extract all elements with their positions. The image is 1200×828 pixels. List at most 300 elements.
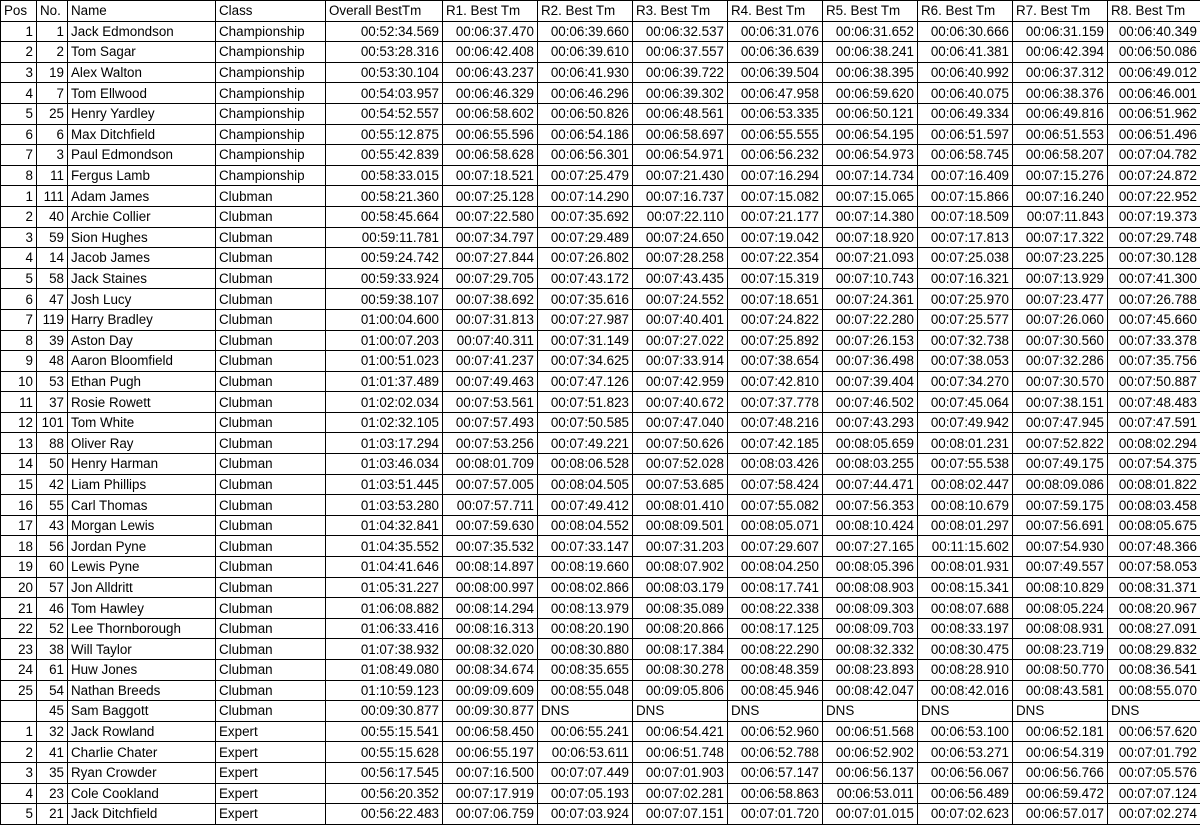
cell-r1: 00:07:38.692 — [443, 289, 538, 310]
cell-r6: 00:06:51.597 — [918, 124, 1013, 145]
cell-name: Ryan Crowder — [68, 762, 216, 783]
cell-r1: 00:08:16.313 — [443, 618, 538, 639]
table-row — [1, 289, 1200, 310]
cell-r2: 00:08:13.979 — [538, 598, 633, 619]
cell-r3: 00:07:22.110 — [633, 206, 728, 227]
cell-r4: 00:08:22.290 — [728, 639, 823, 660]
table-row — [1, 392, 1200, 413]
cell-no: 58 — [37, 268, 68, 289]
cell-r3: 00:08:03.179 — [633, 577, 728, 598]
cell-name: Adam James — [68, 186, 216, 207]
cell-name: Will Taylor — [68, 639, 216, 660]
cell-r3: 00:07:01.903 — [633, 762, 728, 783]
cell-r1: 00:06:58.450 — [443, 721, 538, 742]
cell-r4: 00:06:36.639 — [728, 42, 823, 63]
cell-r3: 00:08:01.410 — [633, 495, 728, 516]
cell-pos: 24 — [1, 660, 37, 681]
cell-name: Aaron Bloomfield — [68, 351, 216, 372]
table-row — [1, 783, 1200, 804]
cell-overall-best: 01:06:08.882 — [326, 598, 443, 619]
cell-overall-best: 01:07:38.932 — [326, 639, 443, 660]
cell-r8: 00:07:05.576 — [1108, 762, 1200, 783]
cell-r8: 00:08:36.541 — [1108, 660, 1200, 681]
cell-r1: 00:07:27.844 — [443, 248, 538, 269]
cell-r8: 00:08:31.371 — [1108, 577, 1200, 598]
cell-r4: 00:07:21.177 — [728, 206, 823, 227]
cell-r1: 00:07:57.493 — [443, 412, 538, 433]
cell-r1: 00:07:06.759 — [443, 804, 538, 825]
cell-no: 3 — [37, 145, 68, 166]
cell-r1: 00:07:41.237 — [443, 351, 538, 372]
cell-name: Archie Collier — [68, 206, 216, 227]
cell-r7: 00:06:37.312 — [1013, 62, 1108, 83]
cell-pos: 3 — [1, 227, 37, 248]
cell-pos: 1 — [1, 186, 37, 207]
cell-class: Expert — [216, 783, 326, 804]
cell-r2: 00:08:04.552 — [538, 515, 633, 536]
cell-r2: 00:06:56.301 — [538, 145, 633, 166]
cell-no: 45 — [37, 701, 68, 722]
cell-r3: 00:07:52.028 — [633, 454, 728, 475]
table-row — [1, 227, 1200, 248]
cell-no: 43 — [37, 515, 68, 536]
cell-r6: 00:07:34.270 — [918, 371, 1013, 392]
cell-r3: 00:07:40.401 — [633, 309, 728, 330]
cell-pos: 18 — [1, 536, 37, 557]
cell-pos: 2 — [1, 742, 37, 763]
cell-r1: 00:07:57.711 — [443, 495, 538, 516]
cell-r5: 00:08:09.703 — [823, 618, 918, 639]
header-r8: R8. Best Tm — [1108, 1, 1200, 22]
cell-r2: 00:08:35.655 — [538, 660, 633, 681]
cell-class: Clubman — [216, 392, 326, 413]
cell-r1: 00:07:40.311 — [443, 330, 538, 351]
cell-pos: 1 — [1, 21, 37, 42]
cell-r5: 00:06:54.973 — [823, 145, 918, 166]
cell-r6: 00:08:33.197 — [918, 618, 1013, 639]
cell-r7: 00:08:05.224 — [1013, 598, 1108, 619]
cell-r4: 00:08:05.071 — [728, 515, 823, 536]
cell-no: 101 — [37, 412, 68, 433]
cell-overall-best: 01:03:51.445 — [326, 474, 443, 495]
header-r2: R2. Best Tm — [538, 1, 633, 22]
cell-class: Championship — [216, 42, 326, 63]
header-r4: R4. Best Tm — [728, 1, 823, 22]
table-row — [1, 351, 1200, 372]
cell-name: Nathan Breeds — [68, 680, 216, 701]
cell-pos: 6 — [1, 124, 37, 145]
cell-r6: 00:08:28.910 — [918, 660, 1013, 681]
cell-r8: 00:06:51.962 — [1108, 103, 1200, 124]
cell-overall-best: 01:03:53.280 — [326, 495, 443, 516]
table-row — [1, 454, 1200, 475]
cell-r1: 00:06:43.237 — [443, 62, 538, 83]
cell-pos: 16 — [1, 495, 37, 516]
cell-r1: 00:08:14.897 — [443, 557, 538, 578]
cell-r2: 00:08:02.866 — [538, 577, 633, 598]
cell-r2: 00:07:35.692 — [538, 206, 633, 227]
cell-pos: 2 — [1, 42, 37, 63]
cell-r2: 00:07:51.823 — [538, 392, 633, 413]
cell-name: Carl Thomas — [68, 495, 216, 516]
cell-r2: 00:06:54.186 — [538, 124, 633, 145]
cell-r3: 00:06:32.537 — [633, 21, 728, 42]
cell-no: 1 — [37, 21, 68, 42]
cell-r7: 00:07:26.060 — [1013, 309, 1108, 330]
table-row — [1, 804, 1200, 825]
cell-r3: 00:07:33.914 — [633, 351, 728, 372]
cell-r3: 00:07:16.737 — [633, 186, 728, 207]
cell-r5: 00:06:50.121 — [823, 103, 918, 124]
cell-name: Jacob James — [68, 248, 216, 269]
cell-r1: 00:07:53.256 — [443, 433, 538, 454]
cell-no: 40 — [37, 206, 68, 227]
table-row — [1, 206, 1200, 227]
cell-r7: 00:06:58.207 — [1013, 145, 1108, 166]
cell-r8: 00:07:22.952 — [1108, 186, 1200, 207]
cell-overall-best: 00:09:30.877 — [326, 701, 443, 722]
cell-r2: 00:06:39.660 — [538, 21, 633, 42]
cell-r8: 00:07:58.053 — [1108, 557, 1200, 578]
cell-r5: 00:07:27.165 — [823, 536, 918, 557]
cell-class: Clubman — [216, 680, 326, 701]
cell-no: 19 — [37, 62, 68, 83]
cell-pos: 7 — [1, 309, 37, 330]
cell-r5: 00:08:05.396 — [823, 557, 918, 578]
cell-r7: 00:06:57.017 — [1013, 804, 1108, 825]
cell-r7: 00:07:38.151 — [1013, 392, 1108, 413]
cell-pos: 5 — [1, 804, 37, 825]
cell-r6: 00:07:49.942 — [918, 412, 1013, 433]
cell-r8: 00:07:48.366 — [1108, 536, 1200, 557]
cell-pos: 3 — [1, 62, 37, 83]
cell-r5: 00:06:38.395 — [823, 62, 918, 83]
cell-name: Rosie Rowett — [68, 392, 216, 413]
cell-class: Clubman — [216, 227, 326, 248]
cell-r3: 00:08:30.278 — [633, 660, 728, 681]
cell-r2: 00:06:53.611 — [538, 742, 633, 763]
cell-overall-best: 00:52:34.569 — [326, 21, 443, 42]
cell-r2: 00:07:34.625 — [538, 351, 633, 372]
cell-name: Charlie Chater — [68, 742, 216, 763]
cell-r4: 00:07:42.185 — [728, 433, 823, 454]
cell-r3: 00:06:54.421 — [633, 721, 728, 742]
table-row — [1, 42, 1200, 63]
cell-r7: 00:07:17.322 — [1013, 227, 1108, 248]
cell-r5: 00:07:44.471 — [823, 474, 918, 495]
cell-r2: DNS — [538, 701, 633, 722]
cell-r7: 00:08:23.719 — [1013, 639, 1108, 660]
cell-r8: 00:07:01.792 — [1108, 742, 1200, 763]
cell-no: 55 — [37, 495, 68, 516]
cell-r5: 00:08:32.332 — [823, 639, 918, 660]
cell-r6: 00:07:18.509 — [918, 206, 1013, 227]
cell-no: 2 — [37, 42, 68, 63]
cell-class: Expert — [216, 721, 326, 742]
cell-r4: 00:07:16.294 — [728, 165, 823, 186]
cell-r8: 00:06:57.620 — [1108, 721, 1200, 742]
table-row — [1, 145, 1200, 166]
cell-r4: 00:08:03.426 — [728, 454, 823, 475]
cell-r6: 00:06:41.381 — [918, 42, 1013, 63]
cell-overall-best: 00:55:12.875 — [326, 124, 443, 145]
cell-r1: 00:08:14.294 — [443, 598, 538, 619]
cell-overall-best: 01:03:17.294 — [326, 433, 443, 454]
cell-r2: 00:07:14.290 — [538, 186, 633, 207]
cell-r1: 00:08:00.997 — [443, 577, 538, 598]
header-pos: Pos — [1, 1, 37, 22]
cell-r2: 00:07:07.449 — [538, 762, 633, 783]
cell-r4: 00:07:15.082 — [728, 186, 823, 207]
cell-no: 25 — [37, 103, 68, 124]
cell-r4: 00:07:37.778 — [728, 392, 823, 413]
cell-r2: 00:07:35.616 — [538, 289, 633, 310]
cell-r6: 00:08:10.679 — [918, 495, 1013, 516]
cell-r7: 00:07:30.560 — [1013, 330, 1108, 351]
cell-r8: 00:08:29.832 — [1108, 639, 1200, 660]
cell-overall-best: 00:54:52.557 — [326, 103, 443, 124]
cell-r5: 00:06:38.241 — [823, 42, 918, 63]
cell-r3: 00:07:50.626 — [633, 433, 728, 454]
cell-r6: 00:06:53.271 — [918, 742, 1013, 763]
cell-name: Jon Alldritt — [68, 577, 216, 598]
cell-r6: 00:07:38.053 — [918, 351, 1013, 372]
cell-pos: 25 — [1, 680, 37, 701]
cell-r5: DNS — [823, 701, 918, 722]
header-class: Class — [216, 1, 326, 22]
cell-r5: 00:07:26.153 — [823, 330, 918, 351]
cell-r4: 00:08:17.741 — [728, 577, 823, 598]
cell-r1: 00:07:17.919 — [443, 783, 538, 804]
cell-r4: 00:06:52.788 — [728, 742, 823, 763]
cell-class: Clubman — [216, 289, 326, 310]
cell-overall-best: 00:58:33.015 — [326, 165, 443, 186]
table-row — [1, 660, 1200, 681]
cell-r8: 00:07:04.782 — [1108, 145, 1200, 166]
cell-r2: 00:07:50.585 — [538, 412, 633, 433]
cell-overall-best: 01:04:32.841 — [326, 515, 443, 536]
cell-r6: 00:08:01.297 — [918, 515, 1013, 536]
table-row — [1, 536, 1200, 557]
table-row — [1, 412, 1200, 433]
cell-r4: 00:08:48.359 — [728, 660, 823, 681]
cell-no: 35 — [37, 762, 68, 783]
cell-no: 60 — [37, 557, 68, 578]
table-row — [1, 721, 1200, 742]
cell-r4: 00:06:39.504 — [728, 62, 823, 83]
cell-r7: 00:07:56.691 — [1013, 515, 1108, 536]
cell-r6: 00:08:07.688 — [918, 598, 1013, 619]
cell-r8: 00:07:47.591 — [1108, 412, 1200, 433]
cell-name: Sam Baggott — [68, 701, 216, 722]
cell-r2: 00:07:05.193 — [538, 783, 633, 804]
cell-r8: 00:07:33.378 — [1108, 330, 1200, 351]
cell-r5: 00:07:39.404 — [823, 371, 918, 392]
cell-r4: 00:08:17.125 — [728, 618, 823, 639]
cell-r8: 00:07:50.887 — [1108, 371, 1200, 392]
cell-r3: 00:07:53.685 — [633, 474, 728, 495]
cell-r5: 00:08:09.303 — [823, 598, 918, 619]
cell-no: 48 — [37, 351, 68, 372]
cell-r6: 00:07:17.813 — [918, 227, 1013, 248]
table-row — [1, 742, 1200, 763]
cell-name: Oliver Ray — [68, 433, 216, 454]
cell-r6: 00:07:15.866 — [918, 186, 1013, 207]
cell-r8: 00:07:24.872 — [1108, 165, 1200, 186]
cell-no: 21 — [37, 804, 68, 825]
cell-r1: 00:06:37.470 — [443, 21, 538, 42]
cell-r2: 00:07:03.924 — [538, 804, 633, 825]
cell-class: Championship — [216, 83, 326, 104]
cell-overall-best: 00:56:22.483 — [326, 804, 443, 825]
cell-r3: 00:06:58.697 — [633, 124, 728, 145]
cell-r8: 00:07:02.274 — [1108, 804, 1200, 825]
cell-r5: 00:08:05.659 — [823, 433, 918, 454]
cell-class: Clubman — [216, 206, 326, 227]
header-overall-best: Overall BestTm — [326, 1, 443, 22]
cell-no: 56 — [37, 536, 68, 557]
cell-r4: 00:07:15.319 — [728, 268, 823, 289]
cell-r1: 00:07:59.630 — [443, 515, 538, 536]
cell-r6: DNS — [918, 701, 1013, 722]
cell-r7: 00:06:38.376 — [1013, 83, 1108, 104]
table-row — [1, 433, 1200, 454]
cell-r6: 00:07:02.623 — [918, 804, 1013, 825]
cell-no: 23 — [37, 783, 68, 804]
cell-class: Clubman — [216, 268, 326, 289]
cell-r7: 00:07:59.175 — [1013, 495, 1108, 516]
cell-no: 54 — [37, 680, 68, 701]
cell-r5: 00:07:22.280 — [823, 309, 918, 330]
cell-r8: 00:07:48.483 — [1108, 392, 1200, 413]
cell-r1: 00:06:58.628 — [443, 145, 538, 166]
cell-overall-best: 01:06:33.416 — [326, 618, 443, 639]
cell-pos: 4 — [1, 783, 37, 804]
cell-no: 53 — [37, 371, 68, 392]
cell-class: Expert — [216, 762, 326, 783]
cell-name: Jordan Pyne — [68, 536, 216, 557]
cell-class: Clubman — [216, 557, 326, 578]
cell-r8: 00:08:01.822 — [1108, 474, 1200, 495]
cell-r4: 00:08:22.338 — [728, 598, 823, 619]
cell-name: Max Ditchfield — [68, 124, 216, 145]
cell-class: Expert — [216, 742, 326, 763]
cell-r4: 00:06:55.555 — [728, 124, 823, 145]
cell-class: Clubman — [216, 309, 326, 330]
cell-overall-best: 01:00:04.600 — [326, 309, 443, 330]
cell-r2: 00:07:27.987 — [538, 309, 633, 330]
cell-overall-best: 01:04:41.646 — [326, 557, 443, 578]
cell-class: Clubman — [216, 330, 326, 351]
cell-name: Jack Ditchfield — [68, 804, 216, 825]
cell-r8: 00:08:20.967 — [1108, 598, 1200, 619]
cell-overall-best: 00:54:03.957 — [326, 83, 443, 104]
cell-r4: 00:07:29.607 — [728, 536, 823, 557]
cell-r6: 00:06:30.666 — [918, 21, 1013, 42]
cell-r1: 00:06:58.602 — [443, 103, 538, 124]
cell-pos: 14 — [1, 454, 37, 475]
cell-r1: 00:09:09.609 — [443, 680, 538, 701]
cell-r4: 00:06:47.958 — [728, 83, 823, 104]
cell-r2: 00:07:29.489 — [538, 227, 633, 248]
table-row — [1, 371, 1200, 392]
cell-r7: 00:06:51.553 — [1013, 124, 1108, 145]
cell-class: Expert — [216, 804, 326, 825]
cell-name: Harry Bradley — [68, 309, 216, 330]
cell-r5: 00:07:01.015 — [823, 804, 918, 825]
cell-r6: 00:06:56.489 — [918, 783, 1013, 804]
cell-r2: 00:06:39.610 — [538, 42, 633, 63]
cell-class: Championship — [216, 145, 326, 166]
cell-r4: 00:07:18.651 — [728, 289, 823, 310]
cell-r3: 00:07:42.959 — [633, 371, 728, 392]
cell-pos: 11 — [1, 392, 37, 413]
cell-r2: 00:06:55.241 — [538, 721, 633, 742]
cell-r3: 00:07:02.281 — [633, 783, 728, 804]
cell-r3: 00:07:28.258 — [633, 248, 728, 269]
cell-pos: 20 — [1, 577, 37, 598]
cell-pos: 5 — [1, 103, 37, 124]
cell-class: Clubman — [216, 515, 326, 536]
cell-r2: 00:07:33.147 — [538, 536, 633, 557]
cell-r4: 00:06:58.863 — [728, 783, 823, 804]
cell-r6: 00:07:32.738 — [918, 330, 1013, 351]
cell-name: Jack Rowland — [68, 721, 216, 742]
table-row — [1, 62, 1200, 83]
cell-r7: 00:06:49.816 — [1013, 103, 1108, 124]
cell-r3: 00:08:09.501 — [633, 515, 728, 536]
cell-no: 41 — [37, 742, 68, 763]
cell-class: Clubman — [216, 433, 326, 454]
cell-r3: 00:08:35.089 — [633, 598, 728, 619]
cell-class: Championship — [216, 103, 326, 124]
table-row — [1, 701, 1200, 722]
cell-class: Clubman — [216, 186, 326, 207]
table-row — [1, 639, 1200, 660]
cell-no: 32 — [37, 721, 68, 742]
cell-r1: 00:08:34.674 — [443, 660, 538, 681]
cell-r6: 00:11:15.602 — [918, 536, 1013, 557]
cell-class: Clubman — [216, 660, 326, 681]
table-row — [1, 165, 1200, 186]
cell-name: Lewis Pyne — [68, 557, 216, 578]
cell-r7: 00:06:31.159 — [1013, 21, 1108, 42]
cell-r8: 00:07:30.128 — [1108, 248, 1200, 269]
cell-name: Alex Walton — [68, 62, 216, 83]
header-name: Name — [68, 1, 216, 22]
cell-r2: 00:08:55.048 — [538, 680, 633, 701]
cell-r5: 00:06:51.568 — [823, 721, 918, 742]
cell-class: Clubman — [216, 577, 326, 598]
cell-class: Championship — [216, 62, 326, 83]
cell-r5: 00:08:10.424 — [823, 515, 918, 536]
cell-r7: 00:07:54.930 — [1013, 536, 1108, 557]
cell-r7: 00:08:08.931 — [1013, 618, 1108, 639]
cell-no: 119 — [37, 309, 68, 330]
cell-no: 47 — [37, 289, 68, 310]
cell-no: 42 — [37, 474, 68, 495]
cell-r3: 00:07:47.040 — [633, 412, 728, 433]
cell-name: Henry Harman — [68, 454, 216, 475]
cell-r3: 00:06:37.557 — [633, 42, 728, 63]
cell-name: Huw Jones — [68, 660, 216, 681]
cell-r3: 00:08:17.384 — [633, 639, 728, 660]
table-row — [1, 186, 1200, 207]
cell-r7: 00:07:52.822 — [1013, 433, 1108, 454]
cell-no: 57 — [37, 577, 68, 598]
cell-r1: 00:06:55.596 — [443, 124, 538, 145]
cell-r7: 00:07:23.225 — [1013, 248, 1108, 269]
